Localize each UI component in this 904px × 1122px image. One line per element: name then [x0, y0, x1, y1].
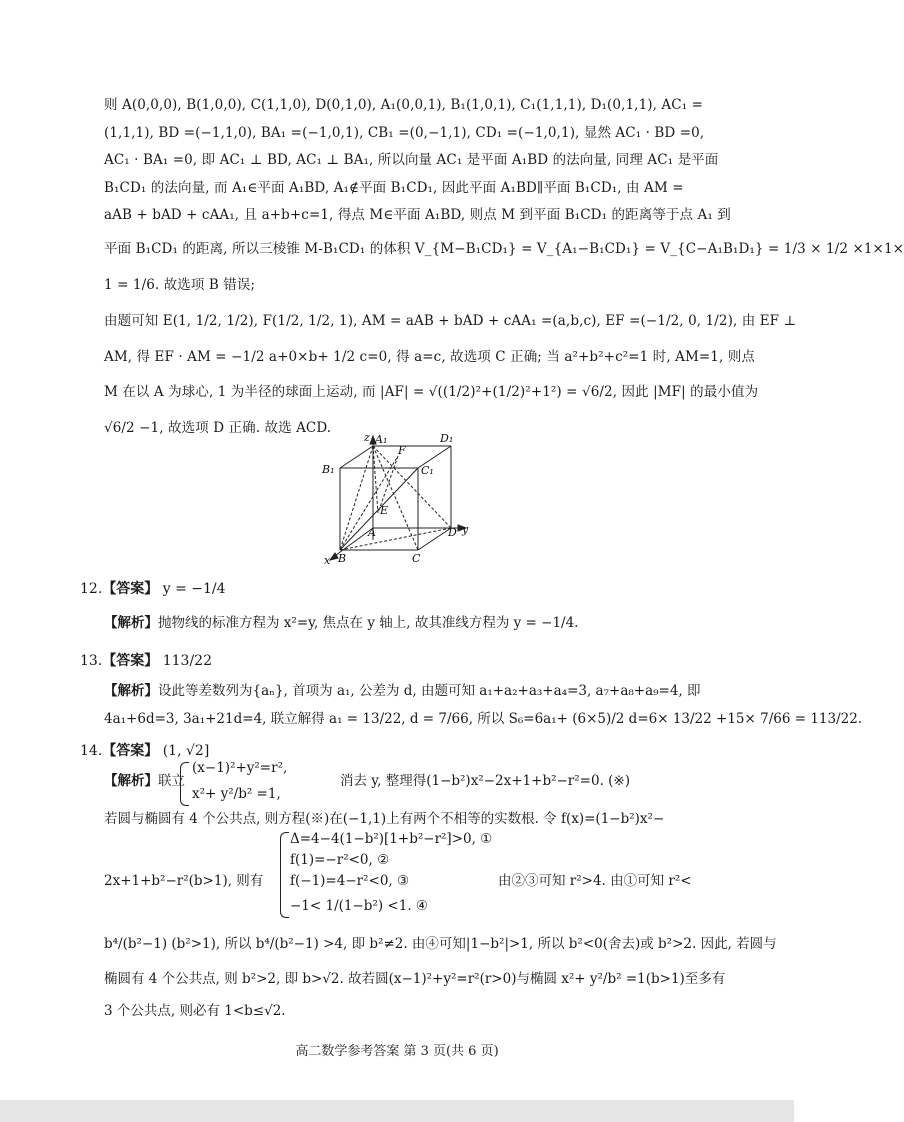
q14-line-e: 3 个公共点, 则必有 1<b≤√2.: [104, 1003, 286, 1019]
q12-analysis-tag: 【解析】: [104, 615, 158, 631]
label-x: x: [324, 554, 331, 567]
solution-11-text: [104, 92, 904, 446]
q14-cond2: f(1)=−r²<0, ②: [290, 852, 390, 868]
q14-cond3: f(−1)=4−r²<0, ③: [290, 873, 410, 889]
q14-line-a: 若圆与椭圆有 4 个公共点, 则方程(※)在(−1,1)上有两个不相等的实数根. 令 f(x)=(1−b²)x²−: [104, 811, 665, 827]
q13-answer-tag: 【答案】: [102, 653, 159, 669]
label-b: B: [338, 552, 347, 565]
solution-line: 由题可知 E(1, 1/2, 1/2), F(1/2, 1/2, 1), AM = aAB + bAD + cAA₁ =(a,b,c), EF =(−1/2, 0, 1/2), 由 EF ⊥: [104, 312, 797, 329]
q13-analysis-2: 4a₁+6d=3, 3a₁+21d=4, 联立解得 a₁ = 13/22, d = 7/66, 所以 S₆=6a₁+ (6×5)/2 d=6× 13/22 +15× 7/66 = 113/22.: [104, 711, 863, 727]
q14-cond4: −1< 1/(1−b²) <1. ④: [290, 898, 429, 914]
q14-system-brace: [180, 762, 189, 806]
solution-line: √6/2 −1, 故选项 D 正确. 故选 ACD.: [104, 419, 332, 436]
q13-analysis-1: 设此等差数列为{aₙ}, 首项为 a₁, 公差为 d, 由题可知 a₁+a₂+a₃+a₄=3, a₇+a₈+a₉=4, 即: [158, 683, 701, 699]
q12-answer: y = −1/4: [162, 581, 226, 597]
label-c1: C₁: [421, 464, 434, 477]
label-c: C: [412, 552, 421, 565]
q13-number: 13.: [80, 653, 103, 669]
label-a1: A₁: [375, 433, 388, 446]
q14-system-eq1: (x−1)²+y²=r²,: [192, 760, 288, 776]
label-b1: B₁: [322, 463, 335, 476]
q12-answer-tag: 【答案】: [102, 581, 159, 597]
q12-analysis-row: [104, 612, 578, 634]
solution-line: 则 A(0,0,0), B(1,0,0), C(1,1,0), D(0,1,0), A₁(0,0,1), B₁(1,0,1), C₁(1,1,1), D₁(0,1,1), AC₁ =: [104, 97, 704, 113]
q14-line-b-lead: 2x+1+b²−r²(b>1), 则有: [104, 873, 264, 889]
label-a: A: [368, 526, 376, 539]
q14-system-intro: 联立: [158, 773, 185, 789]
cube-figure: [318, 428, 478, 568]
solution-line: M 在以 A 为球心, 1 为半径的球面上运动, 而 |AF| = √((1/2)²+(1/2)²+1²) = √6/2, 因此 |MF| 的最小值为: [104, 383, 759, 400]
label-d: D: [448, 526, 457, 539]
q14-number: 14.: [80, 743, 103, 759]
label-e: E: [380, 504, 389, 517]
solution-line: AC₁ · BA₁ =0, 即 AC₁ ⊥ BD, AC₁ ⊥ BA₁, 所以向量 AC₁ 是平面 A₁BD 的法向量, 同理 AC₁ 是平面: [104, 152, 719, 168]
solution-line: (1,1,1), BD =(−1,1,0), BA₁ =(−1,0,1), CB₁ =(0,−1,1), CD₁ =(−1,0,1), 显然 AC₁ · BD =0,: [104, 124, 705, 141]
q13-answer-row: [80, 650, 212, 672]
q14-line-b-tail: 由②③可知 r²>4. 由①可知 r²<: [498, 873, 692, 889]
label-y: y: [462, 523, 469, 536]
solution-line: 平面 B₁CD₁ 的距离, 所以三棱锥 M-B₁CD₁ 的体积 V_{M−B₁CD₁} = V_{A₁−B₁CD₁} = V_{C−A₁B₁D₁} = 1/3 × 1/2 ×1×1×: [104, 240, 904, 257]
q14-system-eq2: x²+ y²/b² =1,: [192, 786, 281, 802]
q14-system-row: [104, 770, 185, 792]
solution-line: 1 = 1/6. 故选项 B 错误;: [104, 276, 256, 293]
q12-answer-row: [80, 578, 226, 600]
q14-conditions-brace: [280, 832, 289, 918]
q14-answer-tag: 【答案】: [102, 743, 159, 759]
solution-line: aAB + bAD + cAA₁, 且 a+b+c=1, 得点 M∈平面 A₁BD, 则点 M 到平面 B₁CD₁ 的距离等于点 A₁ 到: [104, 207, 731, 223]
label-z: z: [364, 431, 370, 444]
bottom-strip: [0, 1100, 794, 1122]
q13-analysis-row-1: [104, 680, 701, 702]
q14-answer-row: [80, 740, 209, 762]
q12-number: 12.: [80, 581, 103, 597]
q14-eliminate: 消去 y, 整理得(1−b²)x²−2x+1+b²−r²=0. (※): [340, 773, 631, 789]
label-d1: D₁: [440, 432, 454, 445]
q14-cond1: Δ=4−4(1−b²)[1+b²−r²]>0, ①: [290, 831, 493, 847]
q12-analysis: 抛物线的标准方程为 x²=y, 焦点在 y 轴上, 故其准线方程为 y = −1/4.: [158, 615, 579, 631]
edge-b1a1: [340, 446, 373, 468]
solution-line: AM, 得 EF · AM = −1/2 a+0×b+ 1/2 c=0, 得 a=c, 故选项 C 正确; 当 a²+b²+c²=1 时, AM=1, 则点: [104, 348, 755, 365]
q14-answer: (1, √2]: [162, 743, 210, 759]
q14-line-d: 椭圆有 4 个公共点, 则 b²>2, 即 b>√2. 故若圆(x−1)²+y²=r²(r>0)与椭圆 x²+ y²/b² =1(b>1)至多有: [104, 971, 726, 987]
q14-line-c: b⁴/(b²−1) (b²>1), 所以 b⁴/(b²−1) >4, 即 b²≠2. 由④可知|1−b²|>1, 所以 b²<0(舍去)或 b²>2. 因此, 若圆与: [104, 936, 777, 952]
solution-line: B₁CD₁ 的法向量, 而 A₁∈平面 A₁BD, A₁∉平面 B₁CD₁, 因此平面 A₁BD∥平面 B₁CD₁, 由 AM =: [104, 179, 684, 196]
label-f: F: [398, 444, 406, 457]
q13-analysis-tag: 【解析】: [104, 683, 158, 699]
q14-analysis-tag: 【解析】: [104, 773, 158, 789]
q13-analysis-row-2: [104, 708, 862, 730]
dash-a1c: [373, 446, 418, 550]
q13-answer: 113/22: [162, 653, 212, 669]
page-footer: 高二数学参考答案 第 3 页(共 6 页): [295, 1044, 499, 1059]
